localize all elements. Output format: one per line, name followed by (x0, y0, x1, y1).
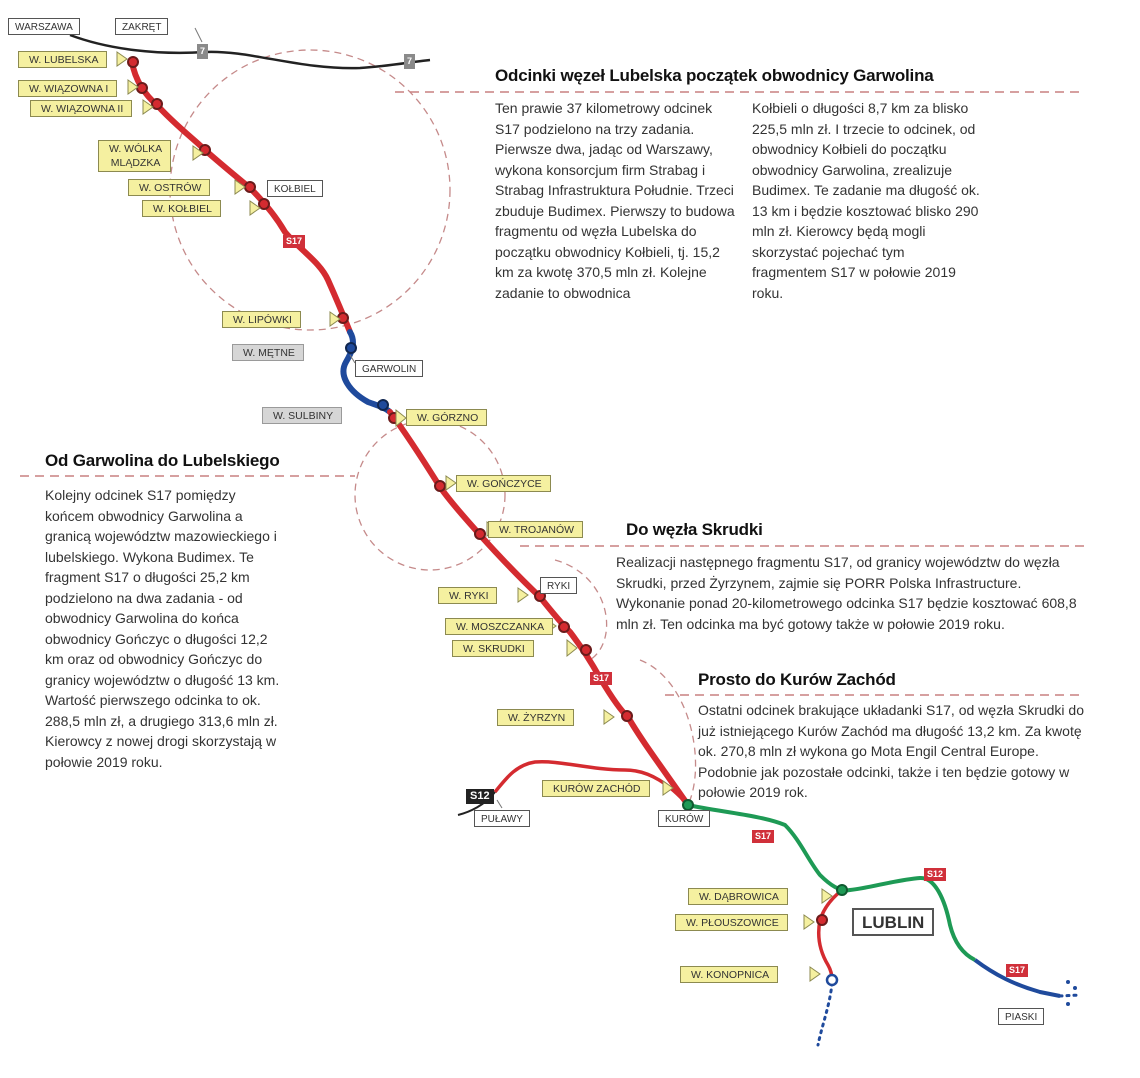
road-shield-s17-3: S17 (752, 830, 774, 843)
dotted-east (1060, 995, 1080, 996)
section-1-text-col2: Kołbieli o długości 8,7 km za blisko 225,5 mln zł. I trzecie to odcinek, od obwodnicy Kołbieli do początku obwodnicy Garwolina, zrealizuje Budimex. Te zadanie ma długość ok. 13 km i będzie kosztować blisko 290 mln zł. Kierowcy będą mogli skorzystać pojechać tym fragmentem S17 w połowie 2019 roku. (752, 100, 980, 301)
junction-kurow-zachod: KURÓW ZACHÓD (542, 780, 650, 797)
road-7 (70, 35, 430, 68)
junction-moszczanka: W. MOSZCZANKA (445, 618, 553, 635)
section-2-title: Od Garwolina do Lubelskiego (45, 451, 280, 470)
dot-3 (1066, 1002, 1070, 1006)
dot-1 (1066, 980, 1070, 984)
section-3-title: Do węzła Skrudki (626, 520, 763, 539)
section-3-text: Realizacji następnego fragmentu S17, od granicy województw do węzła Skrudki, przed Żyrzynem, zajmie się PORR Polska Infrastructure. Wykonanie ponad 20-kilometrowego odcinka S17 będzie kosztować 608,8 mln zł. Ten odcinka ma być gotowy także w połowie 2019 roku. (616, 554, 1077, 632)
road-shield-s17-2: S17 (590, 672, 612, 685)
junction-gorzno: W. GÓRZNO (406, 409, 487, 426)
road-shield-s17-4: S17 (1006, 964, 1028, 977)
junction-wolka-line2: MLĄDZKA (110, 157, 161, 169)
junction-plouszowice: W. PŁOUSZOWICE (675, 914, 788, 931)
junction-ryki: W. RYKI (438, 587, 497, 604)
section-4-text: Ostatni odcinek brakujące układanki S17, od węzła Skrudki do już istniejącego Kurów Zachód ma długość 13,2 km. Za kwotę ok. 270,8 mln zł wykona go Mota Engil Central Europe. Podobnie jak pozostałe odcinki, także i ten będzie gotowy w połowie 2019 rok. (698, 702, 1084, 800)
junction-wolka-mladzka (98, 140, 171, 172)
s17-new-north (132, 62, 350, 332)
junction-konopnica: W. KONOPNICA (680, 966, 778, 983)
junction-ostrow: W. OSTRÓW (128, 179, 210, 196)
dotted-south (818, 983, 832, 1045)
junction-metne: W. MĘTNE (232, 344, 304, 361)
place-kurow: KURÓW (658, 810, 710, 827)
section-1-title: Odcinki węzeł Lubelska początek obwodnicy Garwolina (495, 66, 934, 85)
junction-gonczyce: W. GOŃCZYCE (456, 475, 551, 492)
junction-skrudki: W. SKRUDKI (452, 640, 534, 657)
road-shield-s17-1: S17 (283, 235, 305, 248)
place-garwolin: GARWOLIN (355, 360, 423, 377)
section-2-text: Kolejny odcinek S17 pomiędzy końcem obwodnicy Garwolina a granicą województw mazowieckiego i lubelskiego. Wykona Budimex. Te fragment S17 o długości 25,2 km podzielono na dwa zadania - od obwodnicy Garwolina do końca obwodnicy Gończyc o długości 12,2 km oraz od obwodnicy Gończyc do granicy województw o długość 13 km. Wartość pierwszego odcinka to ok. 288,5 mln zł, a drugiego 313,6 mln zł. Kierowcy z nowej drogi skorzystają w połowie 2019 roku. (45, 487, 280, 770)
place-lublin: LUBLIN (852, 908, 934, 936)
place-piaski: PIASKI (998, 1008, 1044, 1025)
junction-dabrowica: W. DĄBROWICA (688, 888, 788, 905)
road-shield-7-a: 7 (197, 44, 208, 59)
s17-existing-green (688, 805, 975, 960)
dot-2 (1073, 986, 1077, 990)
junction-wolka-line1: W. WÓLKA (109, 143, 163, 155)
junction-trojanow: W. TROJANÓW (488, 521, 583, 538)
junction-wiazowna-1: W. WIĄZOWNA I (18, 80, 117, 97)
junction-lipowki: W. LIPÓWKI (222, 311, 301, 328)
place-kolbiel: KOŁBIEL (267, 180, 323, 197)
junction-lubelska: W. LUBELSKA (18, 51, 107, 68)
place-warszawa: WARSZAWA (8, 18, 80, 35)
junction-kolbiel: W. KOŁBIEL (142, 200, 221, 217)
place-zakret: ZAKRĘT (115, 18, 168, 35)
junction-wiazowna-2: W. WIĄZOWNA II (30, 100, 132, 117)
road-shield-7-b: 7 (404, 54, 415, 69)
road-shield-s12-2: S12 (466, 789, 494, 804)
road-shield-s12-1: S12 (924, 868, 946, 881)
section-1-text-col1: Ten prawie 37 kilometrowy odcinek S17 podzielono na trzy zadania. Pierwsze dwa, jadąc od Warszawy, wykona konsorcjum firm Strabag i Strabag Infrastruktura Południe. Trzeci zbuduje Budimex. Pierwszy to budowa fragmentu od węzła Lubelska do początku obwodnicy Kołbieli, tj. 15,2 km za kwotę 370,5 mln zł. Kolejne zadanie to obwodnica (495, 100, 735, 301)
junction-sulbiny: W. SULBINY (262, 407, 342, 424)
section-circle-2 (355, 420, 505, 570)
place-ryki: RYKI (540, 577, 577, 594)
section-4-title: Prosto do Kurów Zachód (698, 670, 896, 689)
junction-zyrzyn: W. ŻYRZYN (497, 709, 574, 726)
place-pulawy: PUŁAWY (474, 810, 530, 827)
